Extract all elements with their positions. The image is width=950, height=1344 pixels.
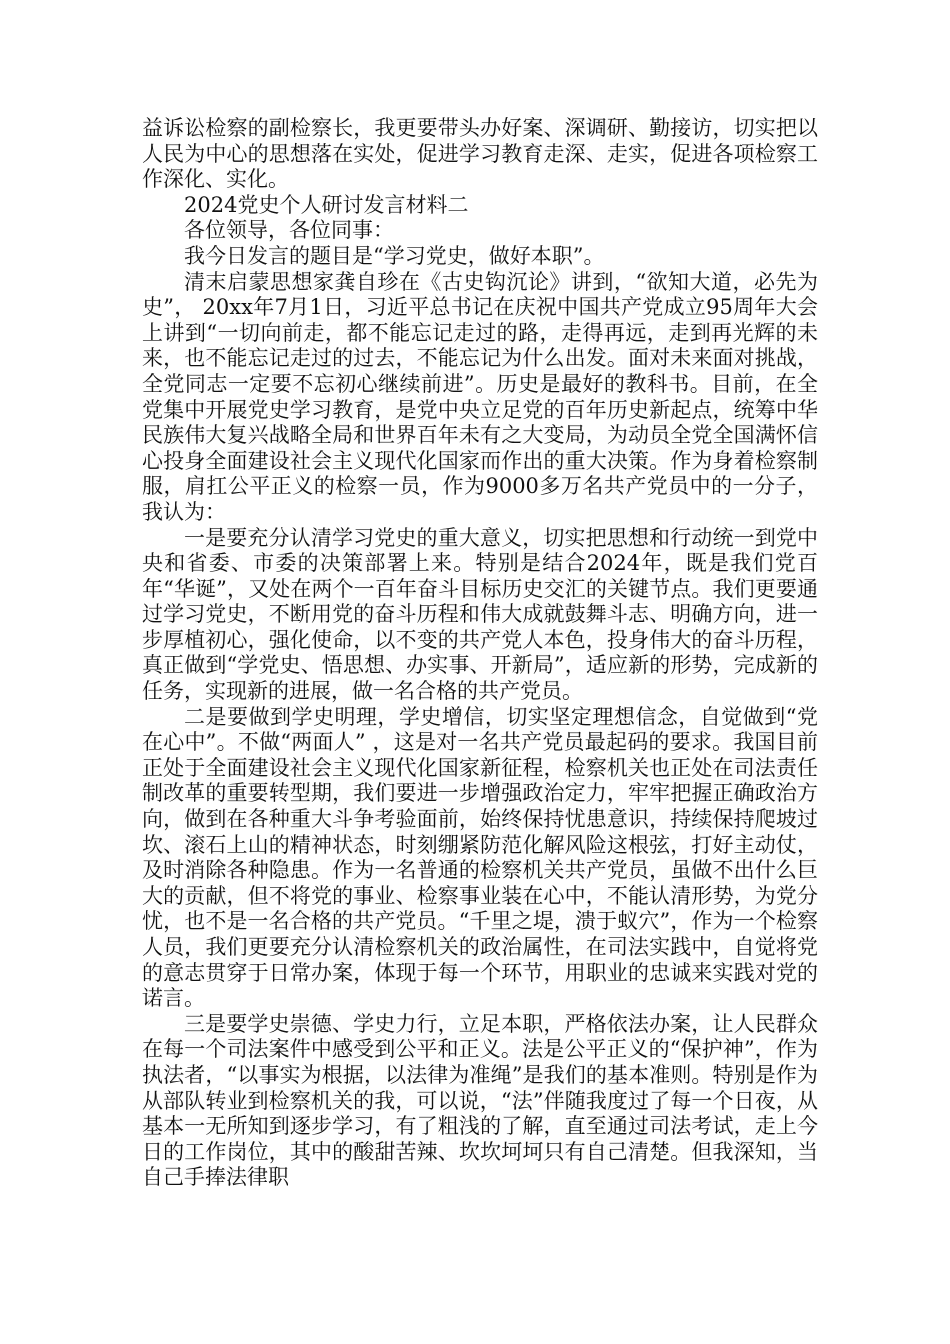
paragraph-point-three: 三是要学史崇德、学史力行，立足本职，严格依法办案，让人民群众在每一个司法案件中感受到公平和正义。法是公平正义的“保护神”，作为执法者，“以事实为根据，以法律为准绳”是我们的基本准则。特别是作为从部队转业到检察机关的我，可以说，“法”伴随我度过了每一个日夜，从基本一无所知到逐步学习，有了粗浅的了解，直至通过司法考试，走上今日的工作岗位，其中的酸甜苦辣、坎坎坷坷只有自己清楚。但我深知，当自己手捧法律职 bbox=[142, 1011, 818, 1190]
paragraph-point-two: 二是要做到学史明理，学史增信，切实坚定理想信念，自觉做到“党在心中”。不做“两面人” ，这是对一名共产党员最起码的要求。我国目前正处于全面建设社会主义现代化国家新征程，检察机关也正处在司法责任制改革的重要转型期，我们要进一步增强政治定力，牢牢把握正确政治方向，做到在各种重大斗争考验面前，始终保持忧患意识，持续保持爬坡过坎、滚石上山的精神状态，时刻绷紧防范化解风险这根弦，打好主动仗，及时消除各种隐患。作为一名普通的检察机关共产党员，虽做不出什么巨大的贡献，但不将党的事业、检察事业装在心中，不能认清形势，为党分忧，也不是一名合格的共产党员。“千里之堤，溃于蚁穴”，作为一个检察人员，我们更要充分认清检察机关的政治属性，在司法实践中，自觉将党的意志贯穿于日常办案，体现于每一个环节，用职业的忠诚来实践对党的诺言。 bbox=[142, 704, 818, 1011]
paragraph-topic: 我今日发言的题目是“学习党史，做好本职”。 bbox=[184, 243, 605, 268]
section-heading: 2024党史个人研讨发言材料二 bbox=[184, 192, 469, 217]
salutation: 各位领导，各位同事： bbox=[184, 218, 394, 243]
document-body bbox=[142, 116, 818, 1191]
paragraph-continuation: 益诉讼检察的副检察长，我更要带头办好案、深调研、勤接访，切实把以人民为中心的思想落在实处，促进学习教育走深、走实，促进各项检察工作深化、实化。 bbox=[142, 116, 818, 192]
paragraph-intro: 清末启蒙思想家龚自珍在《古史钩沉论》讲到，“欲知大道，必先为史”， 20xx年7月1日，习近平总书记在庆祝中国共产党成立95周年大会上讲到“一切向前走，都不能忘记走过的路，走得再远，走到再光辉的未来，也不能忘记走过的过去，不能忘记为什么出发。面对未来面对挑战，全党同志一定要不忘初心继续前进”。历史是最好的教科书。目前，在全党集中开展党史学习教育，是党中央立足党的百年历史新起点，统筹中华民族伟大复兴战略全局和世界百年未有之大变局，为动员全党全国满怀信心投身全面建设社会主义现代化国家而作出的重大决策。作为身着检察制服，肩扛公平正义的检察一员，作为9000多万名共产党员中的一分子，我认为： bbox=[142, 269, 818, 524]
paragraph-point-one: 一是要充分认清学习党史的重大意义，切实把思想和行动统一到党中央和省委、市委的决策部署上来。特别是结合2024年，既是我们党百年“华诞”，又处在两个一百年奋斗目标历史交汇的关键节点。我们更要通过学习党史，不断用党的奋斗历程和伟大成就鼓舞斗志、明确方向，进一步厚植初心，强化使命，以不变的共产党人本色，投身伟大的奋斗历程，真正做到“学党史、悟思想、办实事、开新局”，适应新的形势，完成新的任务，实现新的进展，做一名合格的共产党员。 bbox=[142, 525, 818, 704]
